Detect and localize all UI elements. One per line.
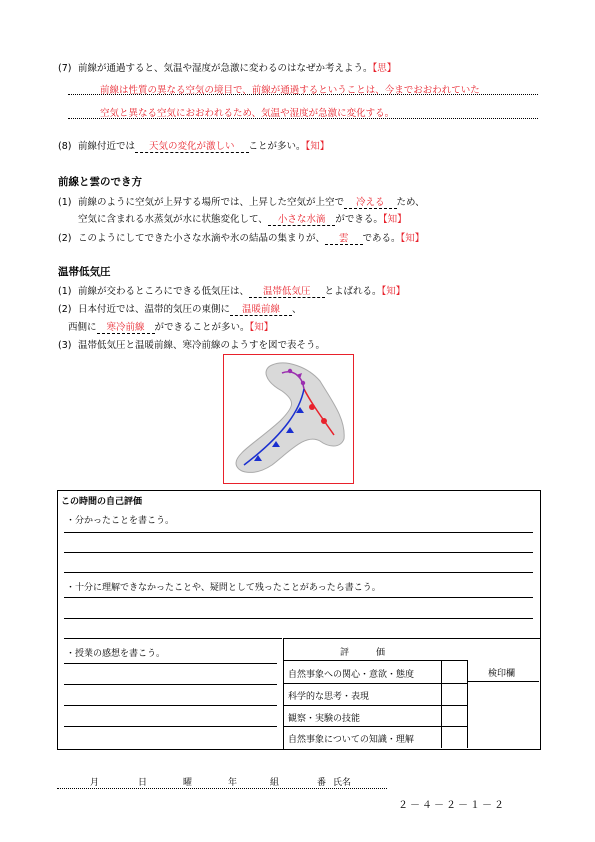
table-rule xyxy=(283,660,467,661)
footer-grade: 年 xyxy=(228,778,238,788)
q8-answer: 天気の変化が激しい xyxy=(135,138,249,153)
warm-front-semicircle xyxy=(321,418,327,424)
table-rule xyxy=(283,705,467,706)
q7-question: (7) 前線が通過すると、気温や湿度が急激に変わるのはなぜか考えよう。【思】 xyxy=(58,63,397,74)
writing-line xyxy=(64,705,277,706)
table-vrule xyxy=(467,660,468,748)
section-heading-extratropical-cyclone: 温帯低気圧 xyxy=(58,266,111,278)
criterion-skills: 観察・実験の技能 xyxy=(288,714,361,724)
footer-name: 氏名 xyxy=(333,778,352,788)
stamp-label: 検印欄 xyxy=(488,669,516,679)
warm-front-semicircle xyxy=(309,404,315,410)
footer-weekday: 曜 xyxy=(183,778,193,788)
writing-line xyxy=(64,532,533,533)
eval-title: この時間の自己評価 xyxy=(61,497,143,507)
s2-q1-answer: 温帯低気圧 xyxy=(249,283,325,298)
q7-answer-text-1: 前線は性質の異なる空気の境目で、前線が通過するということは、今までおおわれていた xyxy=(100,85,480,96)
criterion-interest: 自然事象への関心・意欲・態度 xyxy=(288,670,415,680)
table-rule xyxy=(283,683,467,684)
section-heading-fronts-clouds: 前線と雲のでき方 xyxy=(58,176,142,188)
cyclone-diagram-frame xyxy=(223,354,354,484)
s2-q1: (1) 前線が交わるところにできる低気圧は、 温帯低気圧 とよばれる。【知】 xyxy=(58,283,405,298)
writing-line xyxy=(64,597,533,598)
writing-line xyxy=(64,552,533,553)
writing-line xyxy=(64,618,533,619)
s1-q1-line2: 空気に含まれる水蒸気が水に状態変化して、 小さな水滴 ができる。【知】 xyxy=(78,211,407,226)
s1-q1-line1: (1) 前線のように空気が上昇する場所では、上昇した空気が上空で 冷える ため、 xyxy=(58,194,425,209)
table-rule xyxy=(283,726,467,727)
occluded-front-semicircle xyxy=(288,369,292,373)
eval-prompt-questions: ・十分に理解できなかったことや、疑問として残ったことがあったら書こう。 xyxy=(66,583,381,593)
s2-q2-line1: (2) 日本付近では、温帯的気圧の東側に 温暖前線 、 xyxy=(58,301,302,316)
occluded-front-semicircle xyxy=(301,381,305,385)
cyclone-diagram xyxy=(224,355,353,483)
cloud-region xyxy=(236,363,344,472)
s2-q2-answer-2: 寒冷前線 xyxy=(97,319,155,334)
eval-prompt-impressions: ・授業の感想を書こう。 xyxy=(66,649,166,659)
s2-q2-line2: 西側に 寒冷前線 ができることが多い。【知】 xyxy=(68,319,273,334)
writing-line xyxy=(64,638,282,639)
q7-answer-text-2: 空気と異なる空気におおわれるため、気温や湿度が急激に変化する。 xyxy=(100,108,395,119)
criterion-thinking: 科学的な思考・表現 xyxy=(288,692,370,702)
table-rule xyxy=(467,681,539,682)
s1-q2-answer: 雲 xyxy=(325,230,363,245)
table-vrule xyxy=(441,660,442,748)
eval-prompt-understood: ・分かったことを書こう。 xyxy=(66,516,175,526)
writing-line xyxy=(64,726,277,727)
writing-line xyxy=(64,663,277,664)
criterion-knowledge: 自然事象についての知識・理解 xyxy=(288,735,414,745)
writing-line xyxy=(64,572,533,573)
s2-q2-answer-1: 温暖前線 xyxy=(230,301,292,316)
footer-line xyxy=(57,788,387,789)
s2-q3: (3) 温帯低気圧と温暖前線、寒冷前線のようすを図で表そう。 xyxy=(58,340,326,351)
s1-q2: (2) このようにしてできた小さな水滴や氷の結晶の集まりが、 雲 である。【知】 xyxy=(58,230,424,245)
s1-q1-answer-2: 小さな水滴 xyxy=(268,211,336,226)
footer-month: 月 xyxy=(90,778,100,788)
writing-line xyxy=(64,684,277,685)
footer-class: 組 xyxy=(270,778,280,788)
footer-number: 番 xyxy=(317,778,327,788)
q8-question: (8) 前線付近では 天気の変化が激しい ことが多い。【知】 xyxy=(58,138,329,153)
footer-day: 日 xyxy=(138,778,148,788)
eval-table-header: 評 価 xyxy=(340,648,386,658)
s1-q1-answer-1: 冷える xyxy=(344,194,397,209)
page-code: ２－４－２－１－２ xyxy=(398,800,506,811)
